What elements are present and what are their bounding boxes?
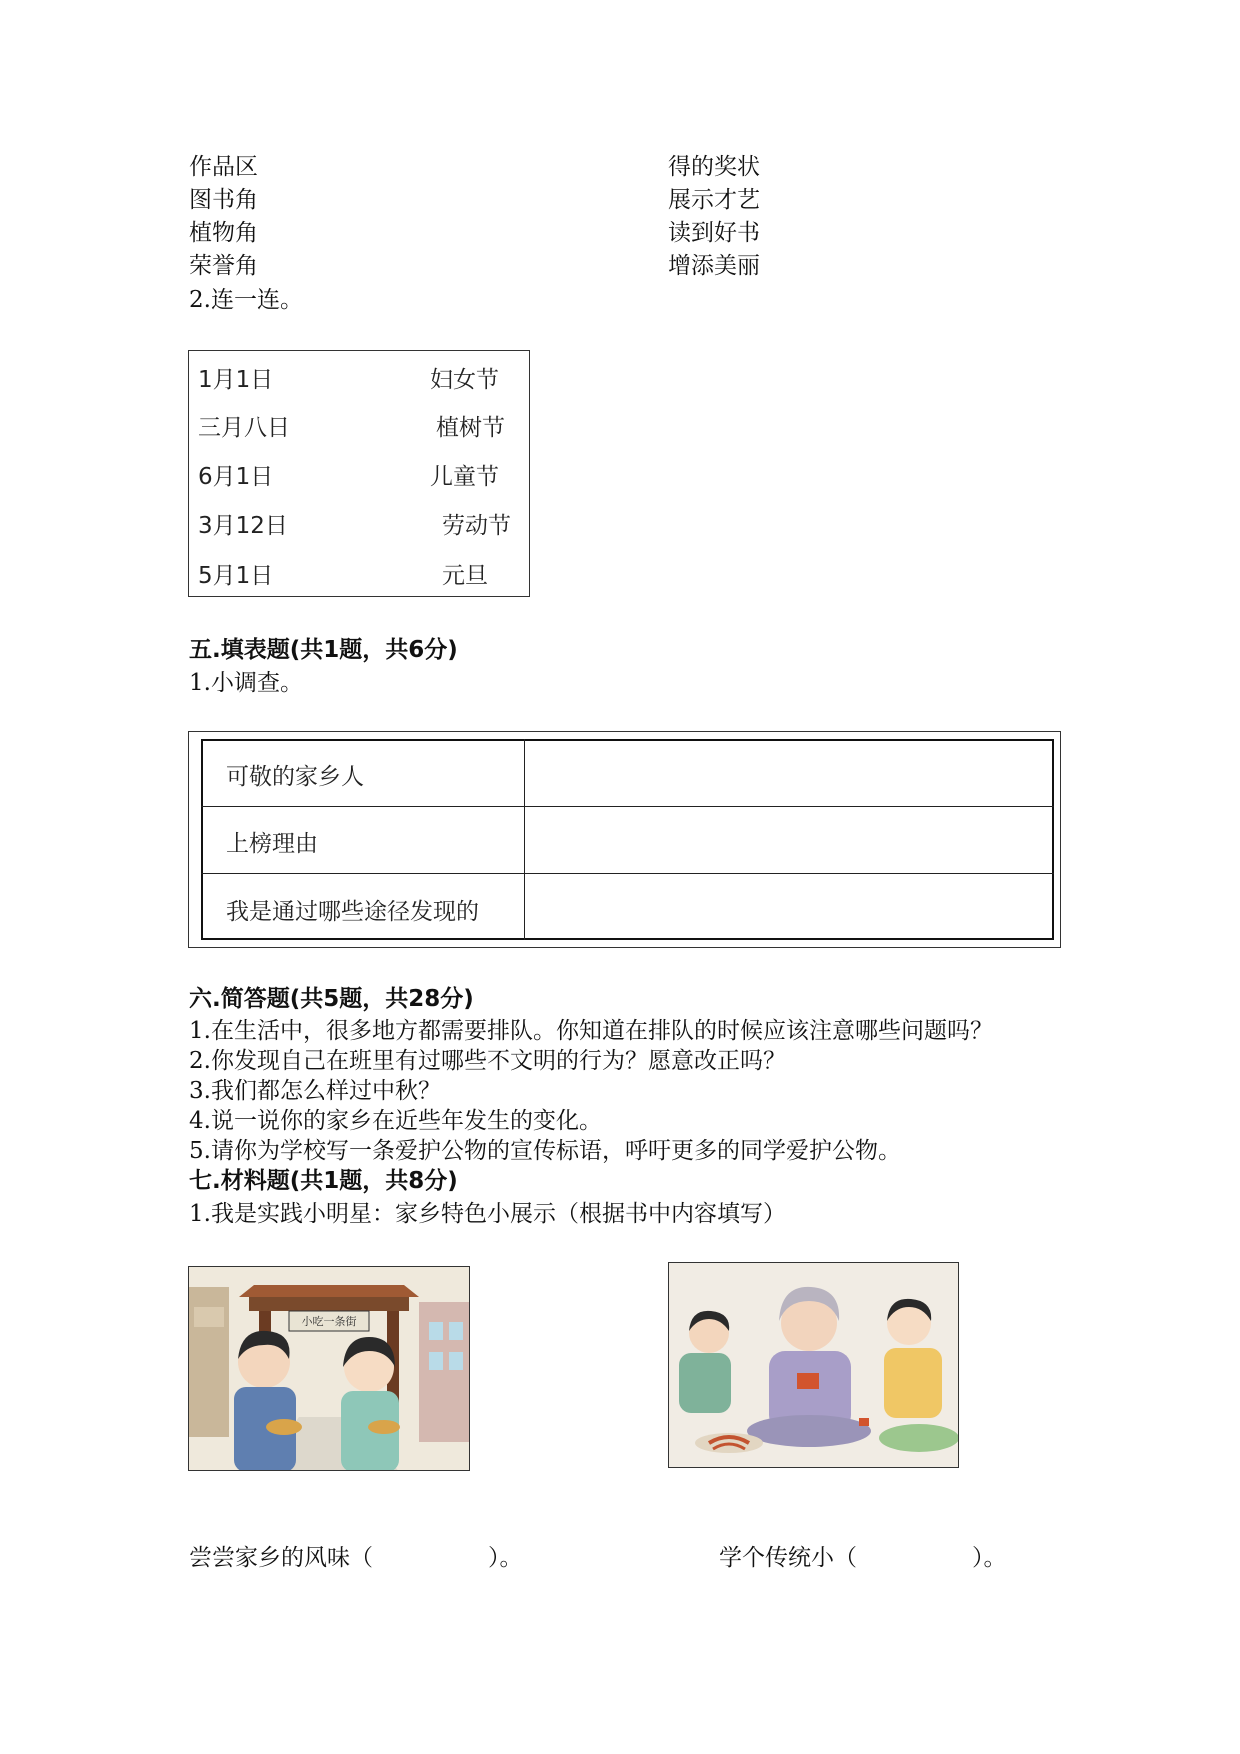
match2-festival: 儿童节 <box>430 464 499 490</box>
table-divider <box>201 873 1054 874</box>
match2-festival: 妇女节 <box>430 367 499 393</box>
section7-question: 1.我是实践小明星：家乡特色小展示（根据书中内容填写） <box>189 1201 786 1227</box>
match2-festival: 植树节 <box>436 415 505 441</box>
table-row-label: 上榜理由 <box>226 831 318 857</box>
caption-local-flavor: 尝尝家乡的风味（ ）。 <box>189 1545 523 1571</box>
caption-traditional-craft: 学个传统小（ ）。 <box>719 1545 1007 1571</box>
match1-right-item: 增添美丽 <box>668 253 760 279</box>
match1-right-item: 展示才艺 <box>668 187 760 213</box>
match1-left-item: 作品区 <box>189 154 258 180</box>
section6-question: 1.在生活中，很多地方都需要排队。你知道在排队的时候应该注意哪些问题吗？ <box>189 1018 993 1044</box>
paper-cutting-picture <box>668 1262 959 1468</box>
table-row-label: 可敬的家乡人 <box>226 764 364 790</box>
section6-question: 4.说一说你的家乡在近些年发生的变化。 <box>189 1108 602 1134</box>
match1-left-item: 荣誉角 <box>189 253 258 279</box>
match2-festival: 劳动节 <box>442 513 511 539</box>
match2-date: 5月1日 <box>198 563 274 589</box>
table-column-divider <box>524 739 525 940</box>
match2-date: 3月12日 <box>198 513 288 539</box>
table-answer-cell[interactable] <box>527 876 1051 938</box>
match1-right-item: 读到好书 <box>668 220 760 246</box>
match1-left-item: 植物角 <box>189 220 258 246</box>
match2-date: 6月1日 <box>198 464 274 490</box>
section6-question: 3.我们都怎么样过中秋？ <box>189 1078 441 1104</box>
section5-question: 1.小调查。 <box>189 670 303 696</box>
match2-date: 三月八日 <box>198 415 290 441</box>
paper-cutting-illustration <box>669 1263 959 1468</box>
section6-question: 5.请你为学校写一条爱护公物的宣传标语，呼吁更多的同学爱护公物。 <box>189 1138 901 1164</box>
snack-street-picture <box>188 1266 470 1471</box>
table-answer-cell[interactable] <box>527 742 1051 805</box>
table-row-label: 我是通过哪些途径发现的 <box>226 899 479 925</box>
match2-festival: 元旦 <box>442 563 488 589</box>
section6-question: 2.你发现自己在班里有过哪些不文明的行为？愿意改正吗？ <box>189 1048 786 1074</box>
match2-prompt: 2.连一连。 <box>189 287 303 313</box>
match1-right-item: 得的奖状 <box>668 154 760 180</box>
snack-street-illustration <box>189 1267 470 1471</box>
table-answer-cell[interactable] <box>527 809 1051 872</box>
section5-heading: 五.填表题(共1题，共6分) <box>189 637 458 663</box>
gate-sign-text: 小吃一条街 <box>301 1315 357 1328</box>
match2-date: 1月1日 <box>198 367 274 393</box>
match1-left-item: 图书角 <box>189 187 258 213</box>
table-divider <box>201 806 1054 807</box>
section6-heading: 六.简答题(共5题，共28分) <box>189 986 474 1012</box>
section7-heading: 七.材料题(共1题，共8分) <box>189 1168 458 1194</box>
